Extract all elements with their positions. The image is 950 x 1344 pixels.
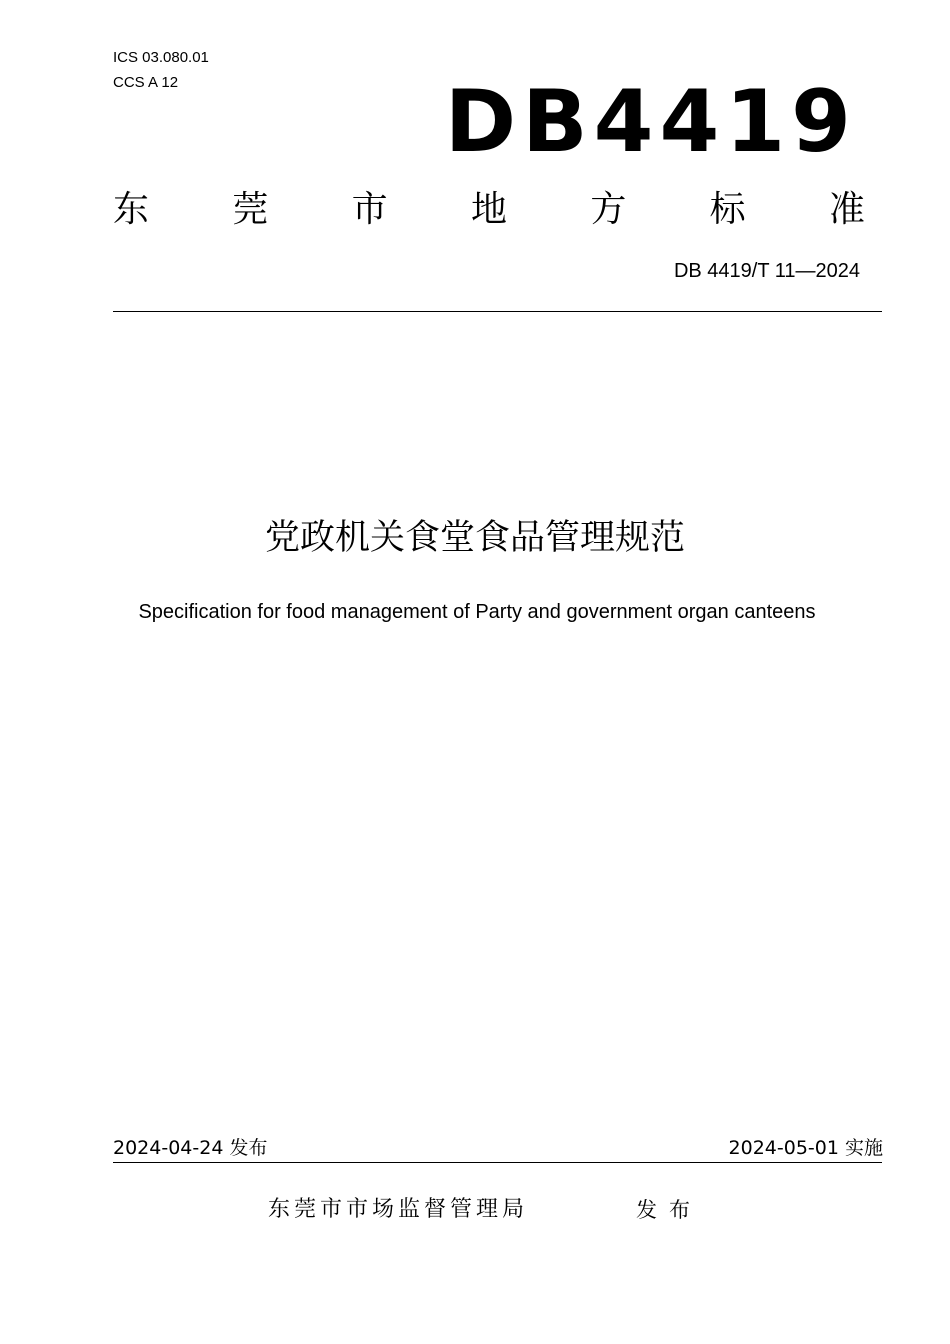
issuing-authority: 东莞市市场监督管理局 bbox=[268, 1197, 529, 1222]
issue-date: 2024-04-24 发布 bbox=[113, 1137, 268, 1159]
issue-action: 发布 bbox=[636, 1198, 702, 1222]
implementation-date: 2024-05-01 实施 bbox=[728, 1137, 883, 1159]
standard-type bbox=[113, 188, 865, 232]
ccs-code: CCS A 12 bbox=[113, 74, 179, 91]
standard-type-char: 地 bbox=[470, 189, 507, 230]
title-chinese: 党政机关食堂食品管理规范 bbox=[264, 518, 685, 558]
standard-type-char: 准 bbox=[828, 189, 865, 230]
standard-type-char: 标 bbox=[709, 189, 746, 230]
standard-type-char: 方 bbox=[590, 189, 627, 230]
standard-type-char: 东 bbox=[113, 189, 150, 230]
standard-number: DB 4419/T 11—2024 bbox=[673, 260, 860, 282]
standard-type-char: 莞 bbox=[232, 189, 269, 230]
header-divider bbox=[113, 311, 882, 312]
ics-code: ICS 03.080.01 bbox=[113, 49, 209, 66]
standard-type-char: 市 bbox=[351, 189, 388, 230]
footer-divider bbox=[113, 1162, 882, 1163]
standard-logo: DB4419 bbox=[444, 72, 857, 172]
title-english: Specification for food management of Party and government organ canteens bbox=[138, 601, 816, 623]
